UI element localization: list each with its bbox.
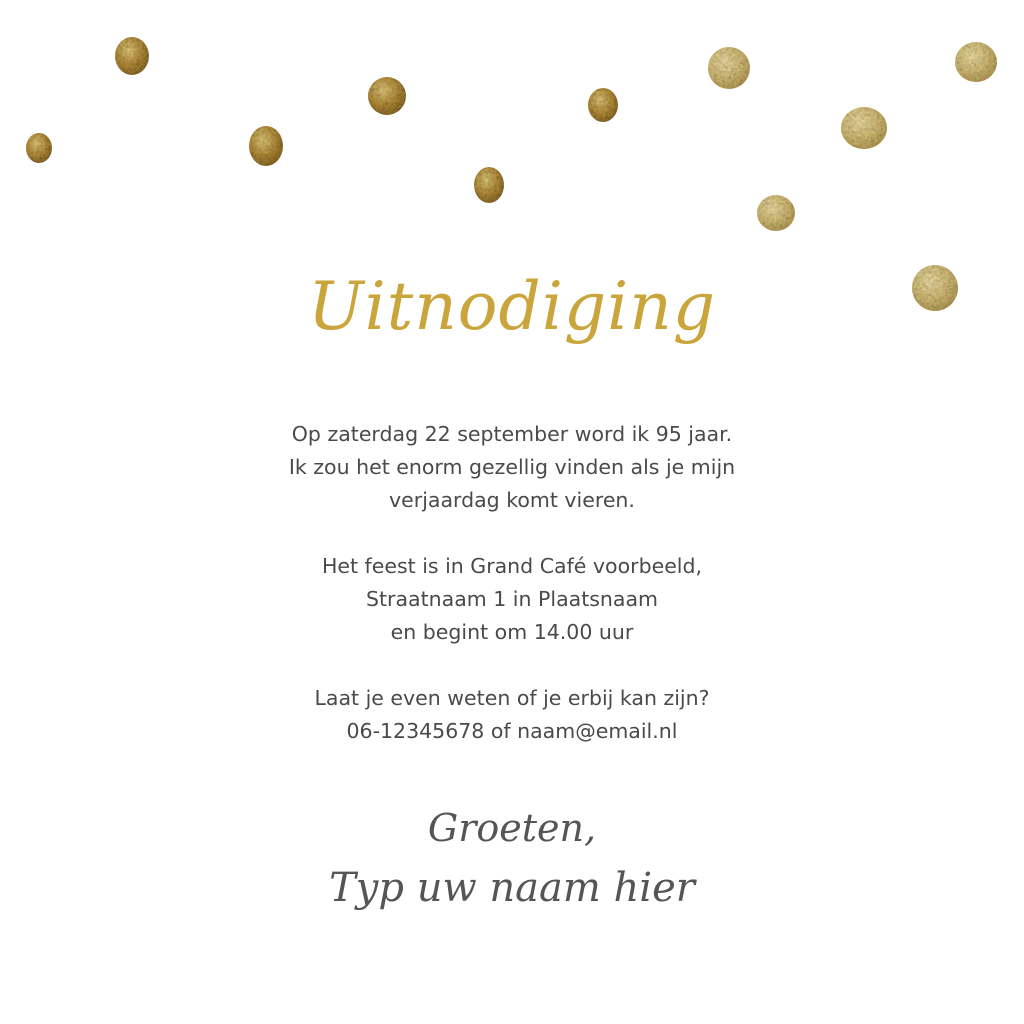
gold-dot-icon: [588, 88, 618, 122]
text-line: Laat je even weten of je erbij kan zijn?: [314, 686, 710, 710]
invitation-title: Uitnodiging: [308, 268, 716, 345]
text-line: Op zaterdag 22 september word ik 95 jaar.: [291, 422, 733, 446]
signature-name: Typ uw naam hier: [329, 865, 695, 911]
gold-dot-icon: [708, 47, 750, 89]
closing-greeting: Groeten,: [427, 806, 597, 850]
text-line: 06-12345678 of naam@email.nl: [346, 719, 678, 743]
text-line: Straatnaam 1 in Plaatsnaam: [366, 587, 658, 611]
text-line: en begint om 14.00 uur: [390, 620, 634, 644]
text-line: Ik zou het enorm gezellig vinden als je mijn: [288, 455, 736, 479]
gold-dot-icon: [841, 107, 887, 149]
rsvp-paragraph: [212, 682, 812, 748]
gold-dot-icon: [955, 42, 997, 82]
gold-dot-icon: [368, 77, 406, 115]
gold-dot-icon: [474, 167, 504, 203]
gold-dot-icon: [757, 195, 795, 231]
location-paragraph: [212, 550, 812, 649]
date-paragraph: [212, 418, 812, 517]
gold-dot-icon: [115, 37, 149, 75]
gold-dot-icon: [26, 133, 52, 163]
text-line: verjaardag komt vieren.: [389, 488, 635, 512]
text-line: Het feest is in Grand Café voorbeeld,: [321, 554, 703, 578]
gold-dot-icon: [249, 126, 283, 166]
